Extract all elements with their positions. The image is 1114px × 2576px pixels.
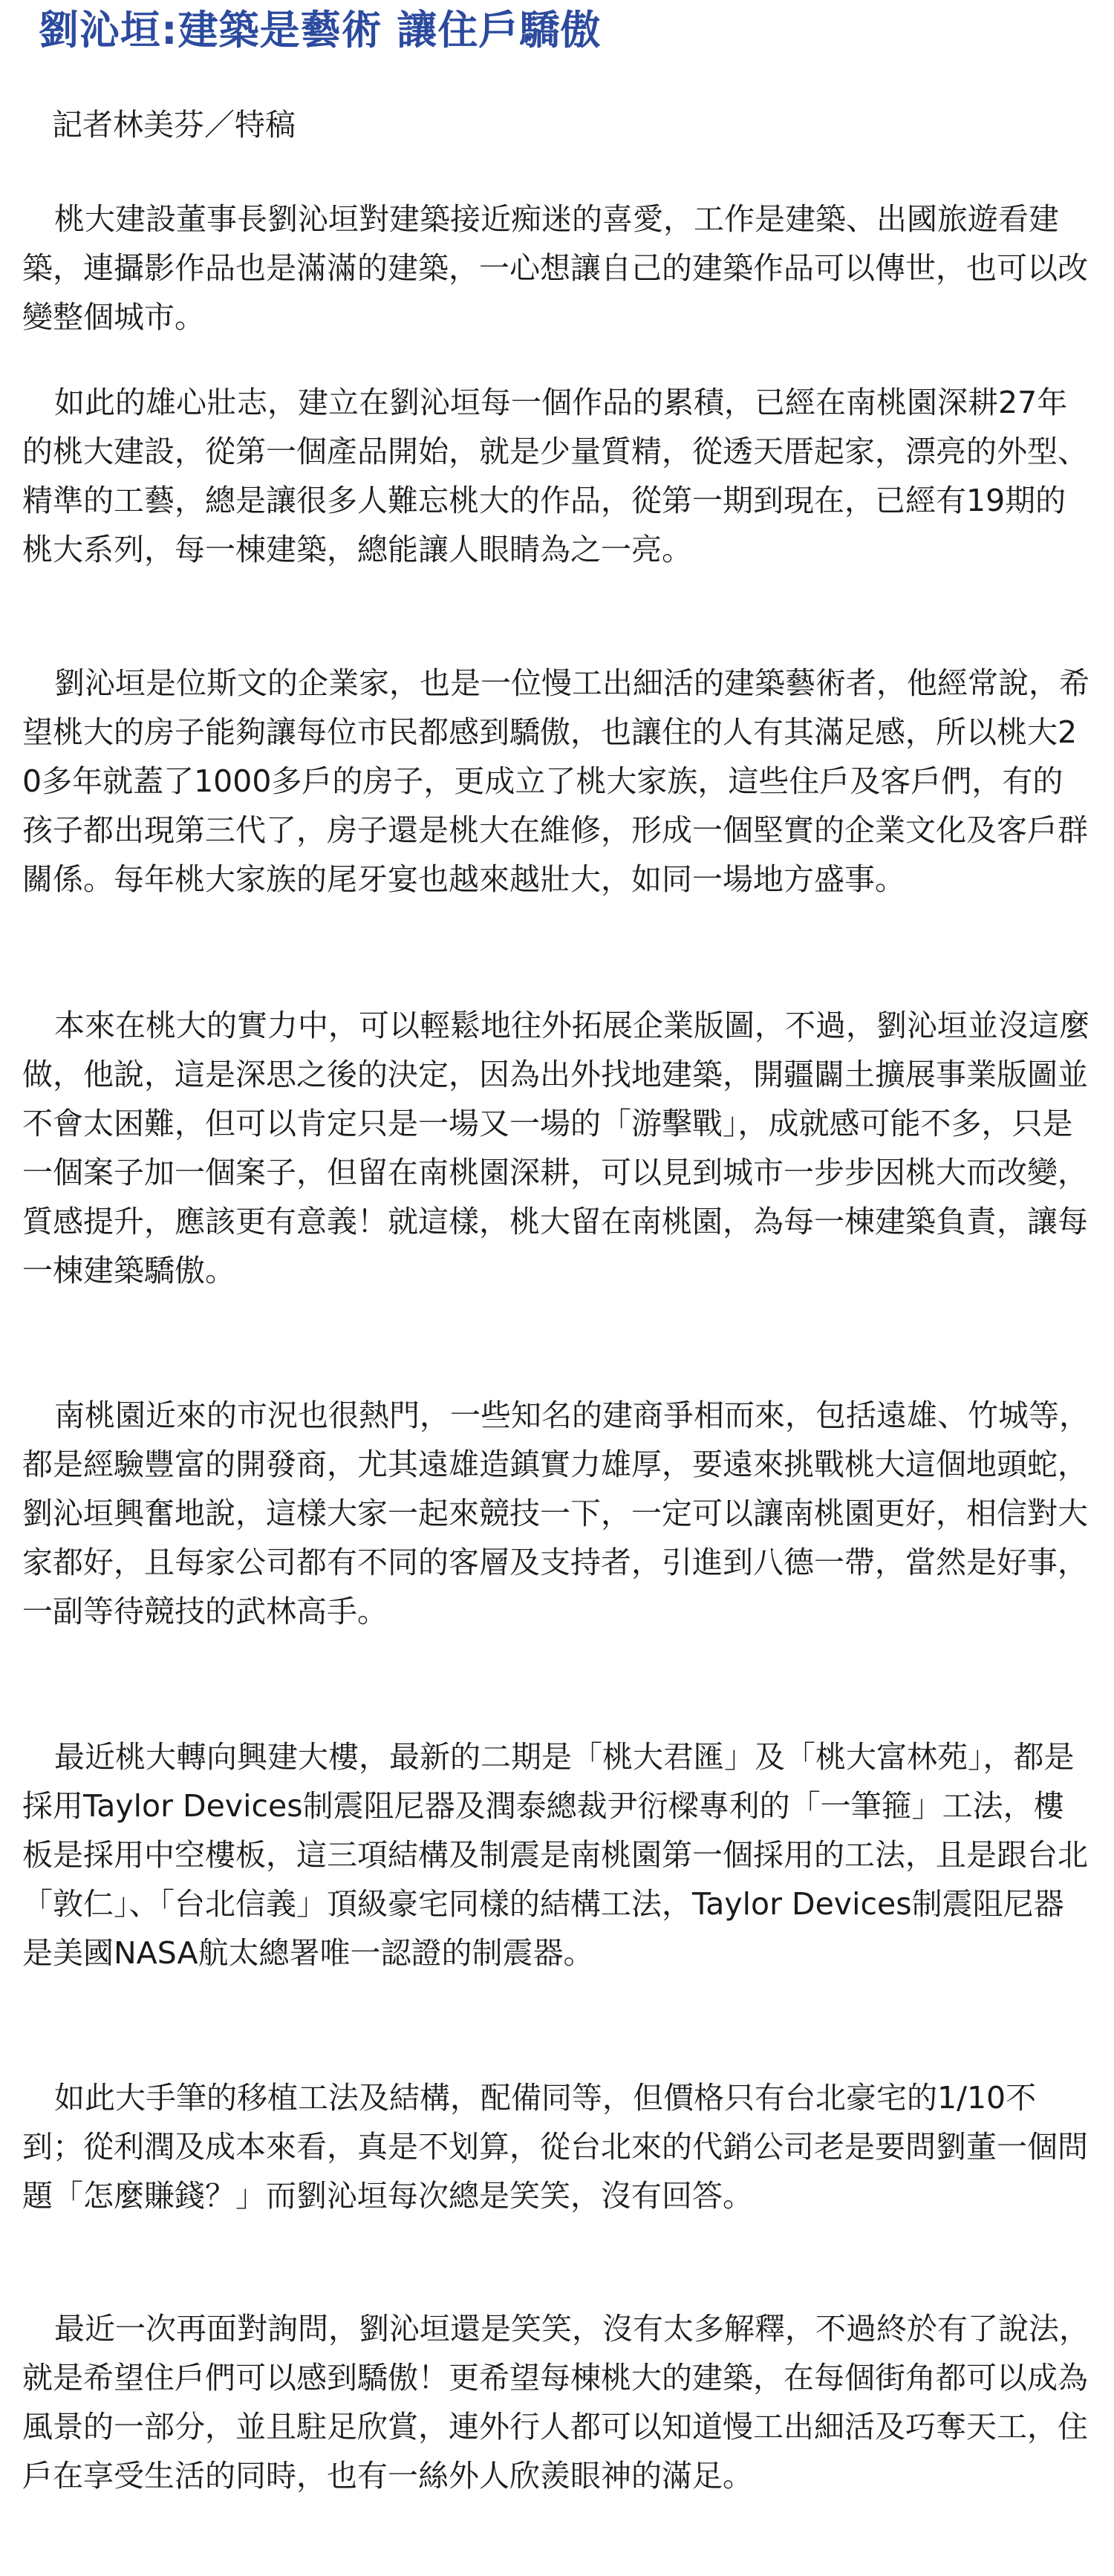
article-paragraph: 最近一次再面對詢問，劉沁垣還是笑笑，沒有太多解釋，不過終於有了說法，就是希望住戶們可以感到驕傲！更希望每棟桃大的建築，在每個街角都可以成為風景的一部分，並且駐足欣賞，連外行人都可以知道慢工出細活及巧奪天工，住戶在享受生活的同時，也有一絲外人欣羨眼神的滿足。 [22, 2311, 1090, 2494]
article-paragraph: 如此大手筆的移植工法及結構，配備同等，但價格只有台北豪宅的1/10不到；從利潤及成本來看，真是不划算，從台北來的代銷公司老是要問劉董一個問題「怎麼賺錢？」而劉沁垣每次總是笑笑，沒有回答。 [22, 2080, 1088, 2214]
article-paragraph: 如此的雄心壯志，建立在劉沁垣每一個作品的累積，已經在南桃園深耕27年的桃大建設，從第一個產品開始，就是少量質精，從透天厝起家，漂亮的外型、精準的工藝，總是讓很多人難忘桃大的作品，從第一期到現在，已經有19期的桃大系列，每一棟建築，總能讓人眼睛為之一亮。 [22, 385, 1088, 567]
byline: 記者林美芬／特稿 [52, 107, 296, 143]
article-paragraph: 最近桃大轉向興建大樓，最新的二期是「桃大君匯」及「桃大富林苑」，都是採用Taylor Devices制震阻尼器及潤泰總裁尹衍樑專利的「一筆箍」工法，樓板是採用中空樓板，這三項結構及制震是南桃園第一個採用的工法，且是跟台北「敦仁」、「台北信義」頂級豪宅同樣的結構工法，Taylor Devices制震阻尼器是美國NASA航太總署唯一認證的制震器。 [22, 1739, 1088, 1971]
article-title: 劉沁垣:建築是藝術 讓住戶驕傲 [39, 7, 602, 53]
article-paragraph: 桃大建設董事長劉沁垣對建築接近痴迷的喜愛，工作是建築、出國旅遊看建築，連攝影作品也是滿滿的建築，一心想讓自己的建築作品可以傳世，也可以改變整個城市。 [22, 201, 1088, 335]
article-paragraph: 南桃園近來的市況也很熱門，一些知名的建商爭相而來，包括遠雄、竹城等，都是經驗豐富的開發商，尤其遠雄造鎮實力雄厚，要遠來挑戰桃大這個地頭蛇，劉沁垣興奮地說，這樣大家一起來競技一下，一定可以讓南桃園更好，相信對大家都好，且每家公司都有不同的客層及支持者，引進到八德一帶，當然是好事，一副等待競技的武林高手。 [22, 1398, 1090, 1629]
article-paragraph: 劉沁垣是位斯文的企業家，也是一位慢工出細活的建築藝術者，他經常說，希望桃大的房子能夠讓每位市民都感到驕傲，也讓住的人有其滿足感，所以桃大20多年就蓋了1000多戶的房子，更成立了桃大家族，這些住戶及客戶們，有的孩子都出現第三代了，房子還是桃大在維修，形成一個堅實的企業文化及客戶群關係。每年桃大家族的尾牙宴也越來越壯大，如同一場地方盛事。 [22, 665, 1090, 897]
article-paragraph: 本來在桃大的實力中，可以輕鬆地往外拓展企業版圖，不過，劉沁垣並沒這麼做，他說，這是深思之後的決定，因為出外找地建築，開疆闢土擴展事業版圖並不會太困難，但可以肯定只是一場又一場的「游擊戰」，成就感可能不多，只是一個案子加一個案子，但留在南桃園深耕，可以見到城市一步步因桃大而改變，質感提升，應該更有意義！就這樣，桃大留在南桃園，為每一棟建築負責，讓每一棟建築驕傲。 [22, 1008, 1090, 1288]
